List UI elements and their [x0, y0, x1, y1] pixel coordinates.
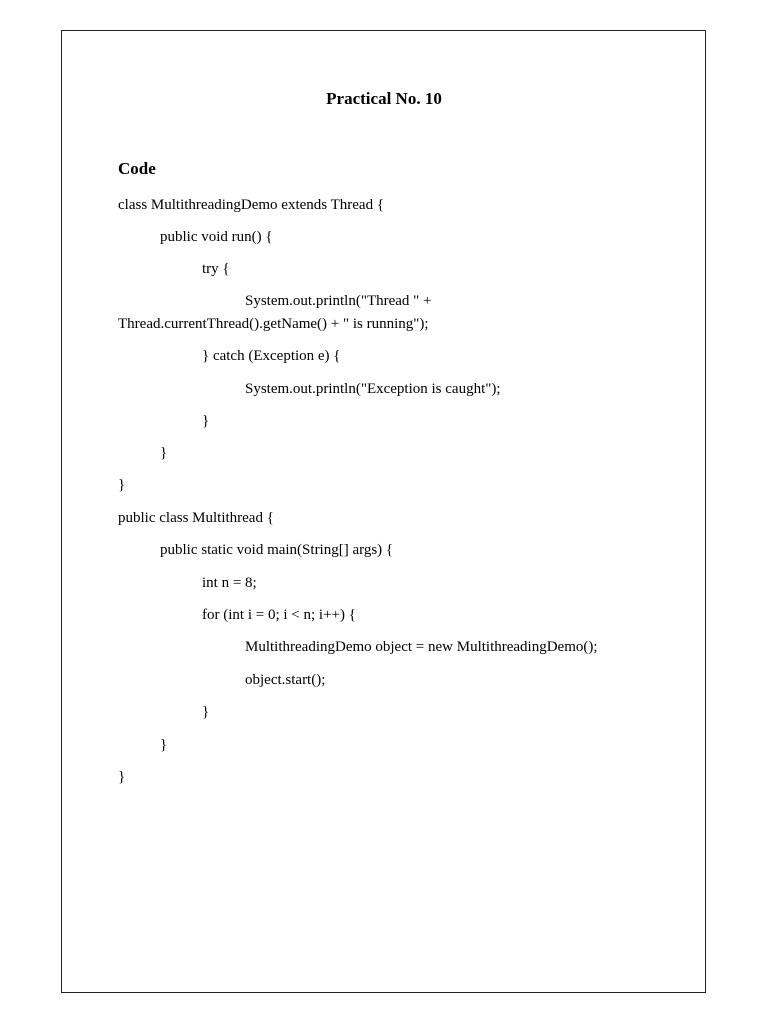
code-line: System.out.println("Exception is caught"); [245, 381, 501, 397]
code-line: class MultithreadingDemo extends Thread { [118, 197, 385, 213]
code-line: } [118, 769, 126, 785]
code-line: } [118, 477, 126, 493]
code-line: public void run() { [160, 229, 273, 245]
code-line: for (int i = 0; i < n; i++) { [202, 607, 356, 623]
code-line: public class Multithread { [118, 510, 274, 526]
section-heading-code: Code [118, 159, 156, 178]
code-line: System.out.println("Thread " + [245, 293, 432, 309]
code-line: int n = 8; [202, 575, 257, 591]
code-line: } [160, 737, 168, 753]
code-line: } catch (Exception e) { [202, 348, 341, 364]
code-line: object.start(); [245, 672, 326, 688]
code-line: MultithreadingDemo object = new MultithreadingDemo(); [245, 639, 598, 655]
code-line: } [202, 704, 210, 720]
code-line: Thread.currentThread().getName() + " is running"); [118, 316, 429, 332]
code-line: try { [202, 261, 230, 277]
code-line: public static void main(String[] args) { [160, 542, 394, 558]
code-line: } [160, 445, 168, 461]
page-title: Practical No. 10 [326, 89, 442, 108]
code-line: } [202, 413, 210, 429]
